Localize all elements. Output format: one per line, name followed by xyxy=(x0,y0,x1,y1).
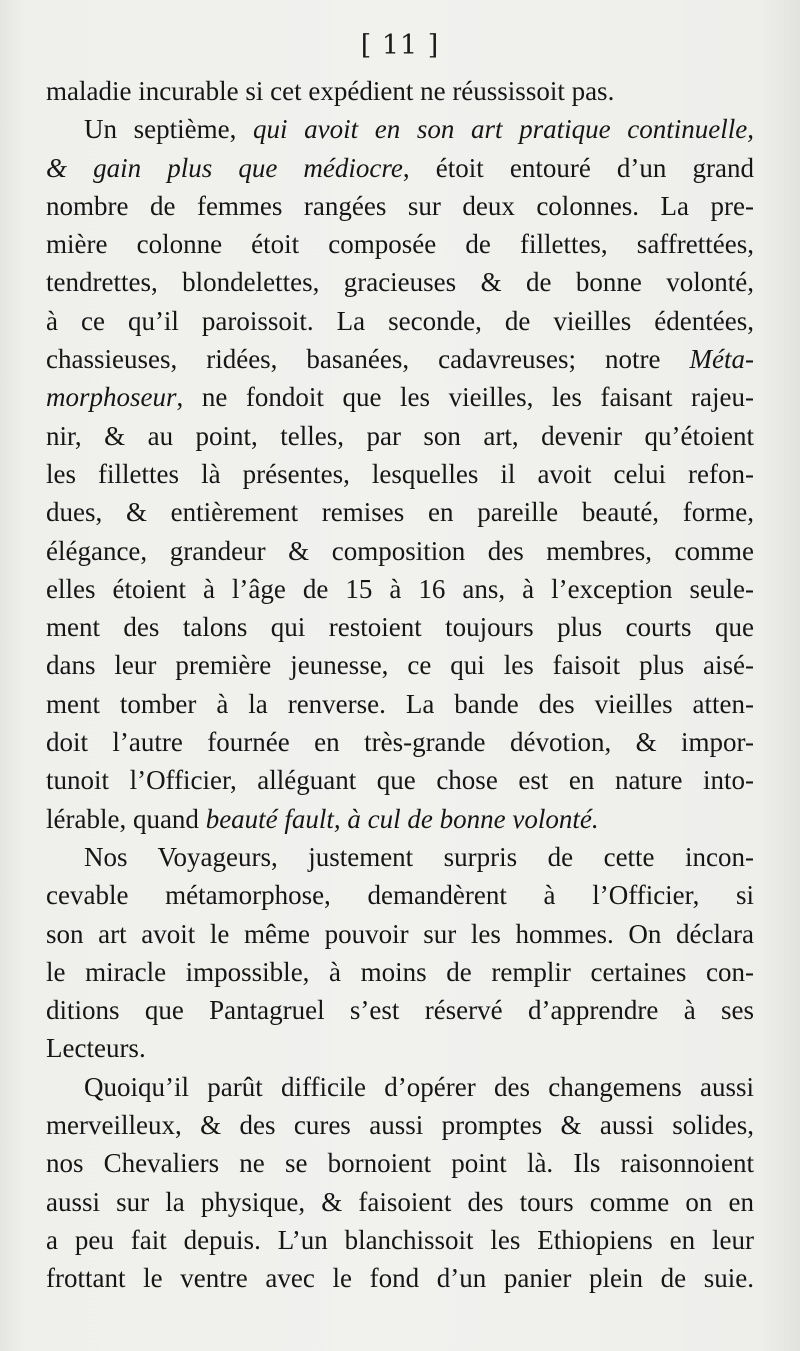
text-segment: , étoit entouré d’un grand xyxy=(402,152,754,183)
text-segment: frottant le ventre avec le fond d’un panier plein de suie. xyxy=(46,1263,754,1294)
text-segment: ment des talons qui restoient toujours plus courts que xyxy=(46,612,754,643)
text-segment: le miracle impossible, à moins de remplir certaines con- xyxy=(46,956,754,987)
text-line xyxy=(46,991,754,1029)
text-line xyxy=(46,876,754,914)
text-line xyxy=(46,800,754,838)
text-line xyxy=(46,1068,754,1106)
text-segment: maladie incurable si cet expédient ne réussissoit pas. xyxy=(46,76,615,106)
text-line xyxy=(46,570,754,608)
text-segment: dues, & entièrement remises en pareille beauté, forme, xyxy=(46,497,754,528)
text-segment: nombre de femmes rangées sur deux colonnes. La pre- xyxy=(46,190,754,221)
text-segment: dans leur première jeunesse, ce qui les faisoit plus aisé- xyxy=(46,650,754,681)
text-line xyxy=(46,340,754,378)
text-segment: nir, & au point, telles, par son art, devenir qu’étoient xyxy=(46,420,754,451)
text-segment: cevable métamorphose, demandèrent à l’Officier, si xyxy=(46,880,754,911)
body-text xyxy=(46,72,754,1298)
text-segment: ment tomber à la renverse. La bande des vieilles atten- xyxy=(46,688,754,719)
text-segment: à ce qu’il paroissoit. La seconde, de vieilles édentées, xyxy=(46,305,754,336)
text-line xyxy=(46,225,754,263)
text-line xyxy=(46,187,754,225)
text-line xyxy=(46,915,754,953)
italic-text-segment: & gain plus que médiocre xyxy=(46,152,403,183)
text-line xyxy=(46,110,754,148)
text-segment: elles étoient à l’âge de 15 à 16 ans, à l’exception seule- xyxy=(46,573,754,604)
italic-text-segment: qui avoit en son art pratique continuelle, xyxy=(252,114,754,145)
text-line xyxy=(46,646,754,684)
text-segment: Nos Voyageurs, justement surpris de cette incon- xyxy=(84,841,754,872)
text-line xyxy=(46,72,754,110)
text-segment: mière colonne étoit composée de fillettes, saffrettées, xyxy=(46,229,754,260)
italic-text-segment: morphoseur xyxy=(46,382,177,413)
text-line xyxy=(46,953,754,991)
italic-text-segment: Méta- xyxy=(689,344,754,375)
text-segment: aussi sur la physique, & faisoient des tours comme on en xyxy=(46,1186,754,1217)
text-segment: Lecteurs. xyxy=(46,1033,146,1064)
text-line xyxy=(46,149,754,187)
text-segment: tendrettes, blondelettes, gracieuses & de bonne volonté, xyxy=(46,267,754,298)
text-line xyxy=(46,493,754,531)
text-segment: chassieuses, ridées, basanées, cadavreuses; notre xyxy=(46,344,690,375)
text-segment: élégance, grandeur & composition des membres, comme xyxy=(46,535,754,566)
text-segment: son art avoit le même pouvoir sur les hommes. On déclara xyxy=(46,918,754,949)
text-segment: tunoit l’Officier, alléguant que chose est en nature into- xyxy=(46,765,754,796)
text-line xyxy=(46,761,754,799)
text-line xyxy=(46,838,754,876)
text-line xyxy=(46,263,754,301)
text-line xyxy=(46,1029,754,1067)
text-segment: doit l’autre fournée en très-grande dévotion, & impor- xyxy=(46,727,754,758)
text-line xyxy=(46,532,754,570)
page-number: [ 11 ] xyxy=(360,30,440,61)
text-segment: Un septième, xyxy=(84,114,253,145)
text-line xyxy=(46,1221,754,1259)
text-line xyxy=(46,608,754,646)
text-line xyxy=(46,1259,754,1297)
text-line xyxy=(46,417,754,455)
text-line xyxy=(46,1183,754,1221)
text-line xyxy=(46,1144,754,1182)
text-segment: lérable, quand xyxy=(46,803,206,834)
text-segment: Quoiqu’il parût difficile d’opérer des changemens aussi xyxy=(84,1071,754,1102)
italic-text-segment: beauté fault, à cul de bonne volonté. xyxy=(205,803,599,834)
text-line xyxy=(46,302,754,340)
text-segment: merveilleux, & des cures aussi promptes & aussi solides, xyxy=(46,1110,754,1141)
text-segment: , ne fondoit que les vieilles, les faisant rajeu- xyxy=(176,382,754,413)
text-line xyxy=(46,723,754,761)
text-line xyxy=(46,455,754,493)
text-segment: les fillettes là présentes, lesquelles il avoit celui refon- xyxy=(46,458,754,489)
text-line xyxy=(46,378,754,416)
text-segment: a peu fait depuis. L’un blanchissoit les Ethiopiens en leur xyxy=(46,1224,754,1255)
text-line xyxy=(46,685,754,723)
text-segment: nos Chevaliers ne se bornoient point là. Ils raisonnoient xyxy=(46,1148,754,1179)
text-line xyxy=(46,1106,754,1144)
text-segment: ditions que Pantagruel s’est réservé d’apprendre à ses xyxy=(46,995,754,1026)
